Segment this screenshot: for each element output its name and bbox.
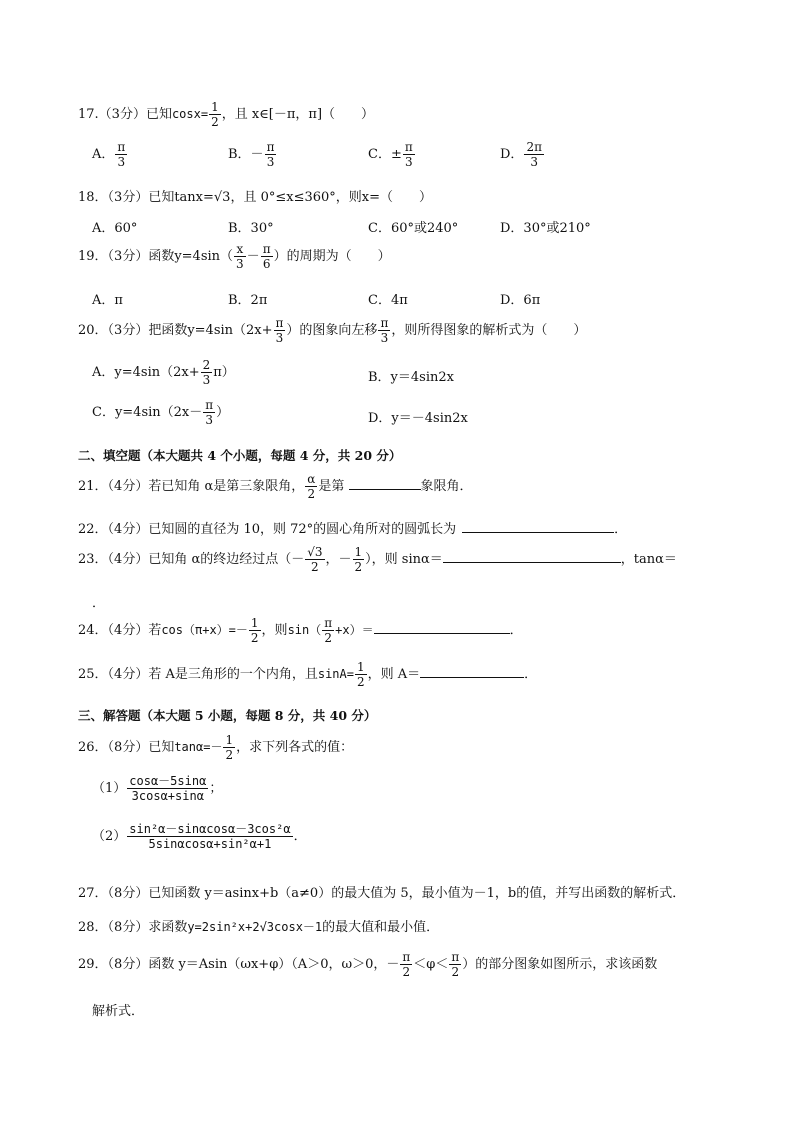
q17-option-b: B．－ $\frac{\pi}{3}$: [228, 140, 275, 169]
question-29-continued: 解析式．: [92, 1004, 145, 1019]
q17-option-a: A． $\frac{\pi}{3}$: [92, 140, 126, 169]
answer-blank[interactable]: [420, 665, 524, 678]
question-29: 29．（8分）函数 y＝Asin（ωx+φ）（A＞0，ω＞0，－ $\frac{\pi}{2}$ ＜φ＜ $\frac{\pi}{2}$ ）的部分图象如图所示，求该函数: [78, 950, 658, 979]
question-21: 21．（4分）若已知角 α是第三象限角， $\frac{\alpha}{2}$ 是第 象限角．: [78, 472, 473, 501]
answer-blank[interactable]: [374, 621, 510, 634]
q18-option-c: C．60°或240°: [368, 221, 459, 236]
q19-option-c: C．4π: [368, 293, 408, 308]
q17-option-c: C．± $\frac{\pi}{3}$: [368, 140, 413, 169]
question-19: 19．（3分）函数y=4sin（ $\frac{x}{3}$ － $\frac{\pi}{6}$ ）的周期为（ ）: [78, 242, 391, 271]
q18-option-a: A．60°: [92, 221, 138, 236]
q20-option-c: C．y=4sin（2x－ $\frac{\pi}{3}$ ）: [92, 398, 230, 427]
answer-blank[interactable]: [349, 477, 421, 490]
question-23-continued: ．: [92, 596, 106, 611]
answer-blank[interactable]: [462, 520, 614, 533]
q18-option-b: B．30°: [228, 221, 274, 236]
question-27: 27．（8分）已知函数 y＝asinx+b（a≠0）的最大值为 5，最小值为－1，b的值，并写出函数的解析式．: [78, 886, 686, 901]
q17-option-d: D． $\frac{2\pi}{3}$: [500, 140, 542, 169]
question-26: 26．（8分）已知tanα=－ $\frac{1}{2}$ ，求下列各式的值：: [78, 733, 354, 762]
q19-option-b: B．2π: [228, 293, 268, 308]
question-25: 25．（4分）若 A是三角形的一个内角，且sinA= $\frac{1}{2}$ ，则 A＝ ．: [78, 660, 538, 689]
question-17: 17.（3分）已知cosx= $\frac{1}{2}$ ，且 x∈[－π，π]（ ）: [78, 100, 375, 129]
q20-option-d: D．y＝－4sin2x: [368, 411, 468, 426]
question-24: 24．（4分）若cos（π+x）=－ $\frac{1}{2}$ ，则sin（ $\frac{\pi}{2}$ +x）＝ ．: [78, 616, 523, 645]
question-23: 23．（4分）已知角 α的终边经过点（－ $\frac{√3}{2}$ ，－ $\frac{1}{2}$ ），则 sinα＝ ，tanα＝: [78, 545, 677, 574]
section-fill-in-title: 二、填空题（本大题共 4 个小题，每题 4 分，共 20 分）: [78, 448, 402, 463]
question-28: 28．（8分）求函数y=2sin²x+2√3cosx－1的最大值和最小值．: [78, 920, 440, 935]
q19-option-a: A．π: [92, 293, 123, 308]
question-18: 18．（3分）已知tanx=√3，且 0°≤x≤360°，则x=（ ）: [78, 190, 432, 205]
section-solve-title: 三、解答题（本大题 5 小题，每题 8 分，共 40 分）: [78, 708, 377, 723]
question-22: 22．（4分）已知圆的直径为 10，则 72°的圆心角所对的圆弧长为 ．: [78, 522, 628, 537]
q20-option-a: A．y=4sin（2x+ $\frac{2}{3}$ π）: [92, 358, 235, 387]
question-20: 20．（3分）把函数y=4sin（2x+ $\frac{\pi}{3}$ ）的图象向左移 $\frac{\pi}{3}$ ，则所得图象的解析式为（ ）: [78, 316, 587, 345]
question-26-part-1: （1） $\frac{\cos\alpha-5\sin\alpha}{3\cos\alpha+\sin\alpha}$ ；: [92, 774, 223, 803]
q20-option-b: B．y＝4sin2x: [368, 370, 454, 385]
answer-blank[interactable]: [443, 550, 621, 563]
q19-option-d: D．6π: [500, 293, 541, 308]
question-26-part-2: （2） $\frac{\text{sin²α－sinαcosα－3cos²α}}{\text{5sinαcosα+sin²α+1}}$ ．: [92, 822, 307, 851]
q18-option-d: D．30°或210°: [500, 221, 591, 236]
fraction: $\frac{1}{2}$: [211, 100, 219, 129]
